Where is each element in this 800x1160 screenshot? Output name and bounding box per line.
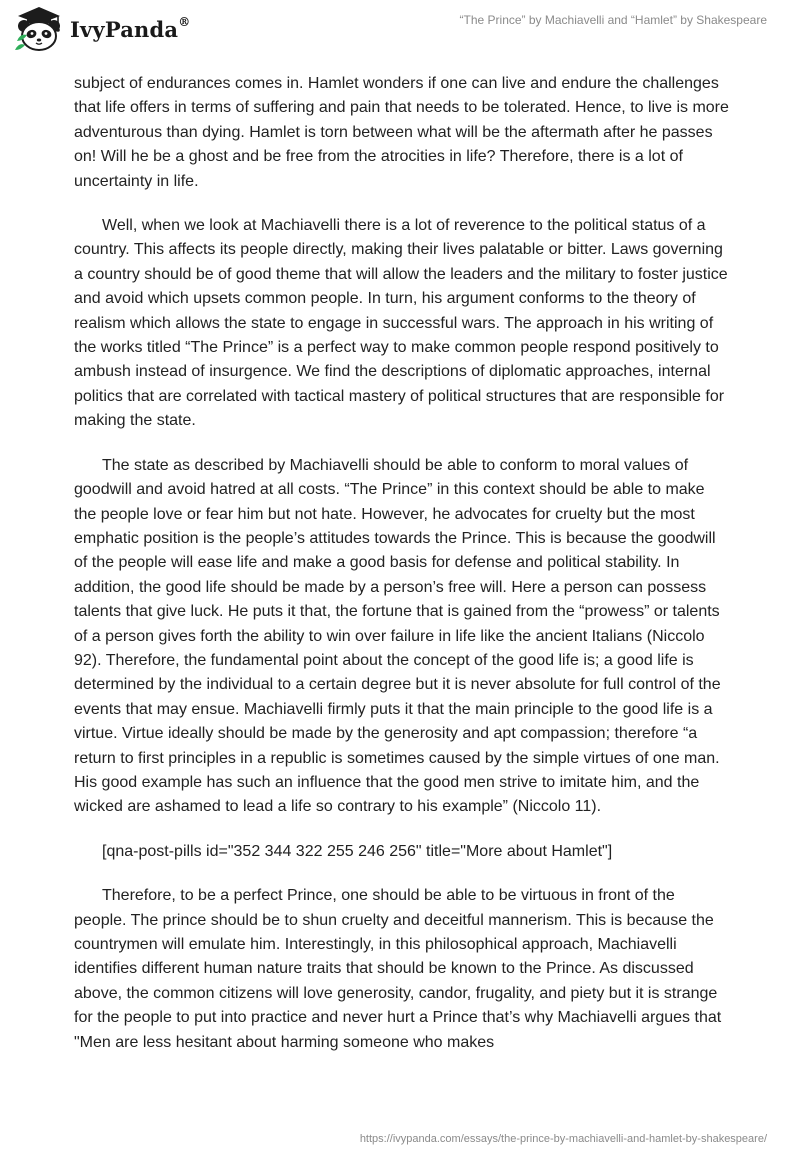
essay-body bbox=[74, 72, 730, 1075]
paragraph-2: Well, when we look at Machiavelli there is a lot of reverence to the political status of a country. This affects its people directly, making their lives palatable or bitter. Laws governing a country should be of good theme that will allow the leaders and the military to foster justice and avoid which upsets common people. In turn, his argument conforms to the theory of realism which allows the state to engage in successful wars. The approach in his writing of the works titled “The Prince” is a perfect way to make common people respond positively to ambush instead of insurgence. We find the descriptions of diplomatic approaches, internal politics that are correlated with tactical mastery of political structures that are responsible for making the state. bbox=[74, 217, 728, 430]
source-url[interactable]: https://ivypanda.com/essays/the-prince-by-machiavelli-and-hamlet-by-shakespeare/ bbox=[359, 1133, 767, 1145]
logo-wordmark: IvyPanda® bbox=[70, 14, 191, 42]
paragraph-1: subject of endurances comes in. Hamlet wonders if one can live and endure the challenges that life offers in terms of suffering and pain that needs to be tolerated. Hence, to live is more adventurous than dying. Hamlet is torn between what will be the aftermath after he passes on! Will he be a ghost and be free from the atrocities in life? Therefore, there is a lot of uncertainty in life. bbox=[74, 75, 729, 190]
document-title: “The Prince” by Machiavelli and “Hamlet” by Shakespeare bbox=[459, 13, 767, 27]
paragraph-4: Therefore, to be a perfect Prince, one should be able to be virtuous in front of the people. The prince should be to shun cruelty and deceitful mannerism. This is because the countrymen will emulate him. Interestingly, in this philosophical approach, Machiavelli identifies different human nature traits that should be known to the Prince. As discussed above, the common citizens will love generosity, candor, frugality, and piety but it is strange for the people to put into practice and never hurt a Prince that’s why Machiavelli argues that "Men are less hesitant about harming someone who makes bbox=[74, 887, 722, 1051]
ivypanda-logo[interactable] bbox=[14, 4, 190, 54]
qna-shortcode-text: [qna-post-pills id="352 344 322 255 246 256" title="More about Hamlet"] bbox=[102, 842, 613, 860]
panda-mascot-icon bbox=[14, 5, 64, 53]
paragraph-3: The state as described by Machiavelli should be able to conform to moral values of goodwill and avoid hatred at all costs. “The Prince” in this context should be able to make the people love or fear him but not hate. However, he advocates for cruelty but the most emphatic position is the people’s attitudes towards the Prince. This is because the goodwill of the people will ease life and make a good basis for defense and political stability. In addition, the good life should be made by a person’s free will. Here a person can possess talents that give luck. He puts it that, the fortune that is gained from the “prowess” or talents of a person gives forth the ability to win over failure in life like the ancient Italians (Niccolo 92). Therefore, the fundamental point about the concept of the good life is; a good life is determined by the individual to a certain degree but it is never absolute for full control of the events that may ensue. Machiavelli firmly puts it that the main principle to the good life is a virtue. Virtue ideally should be made by the generosity and apt compassion; therefore “a return to first principles in a republic is sometimes caused by the simple virtues of one man. His good example has such an influence that the good men strive to imitate him, and the wicked are ashamed to lead a life so contrary to his example” (Niccolo 11). bbox=[74, 456, 721, 816]
page-header bbox=[0, 0, 800, 64]
